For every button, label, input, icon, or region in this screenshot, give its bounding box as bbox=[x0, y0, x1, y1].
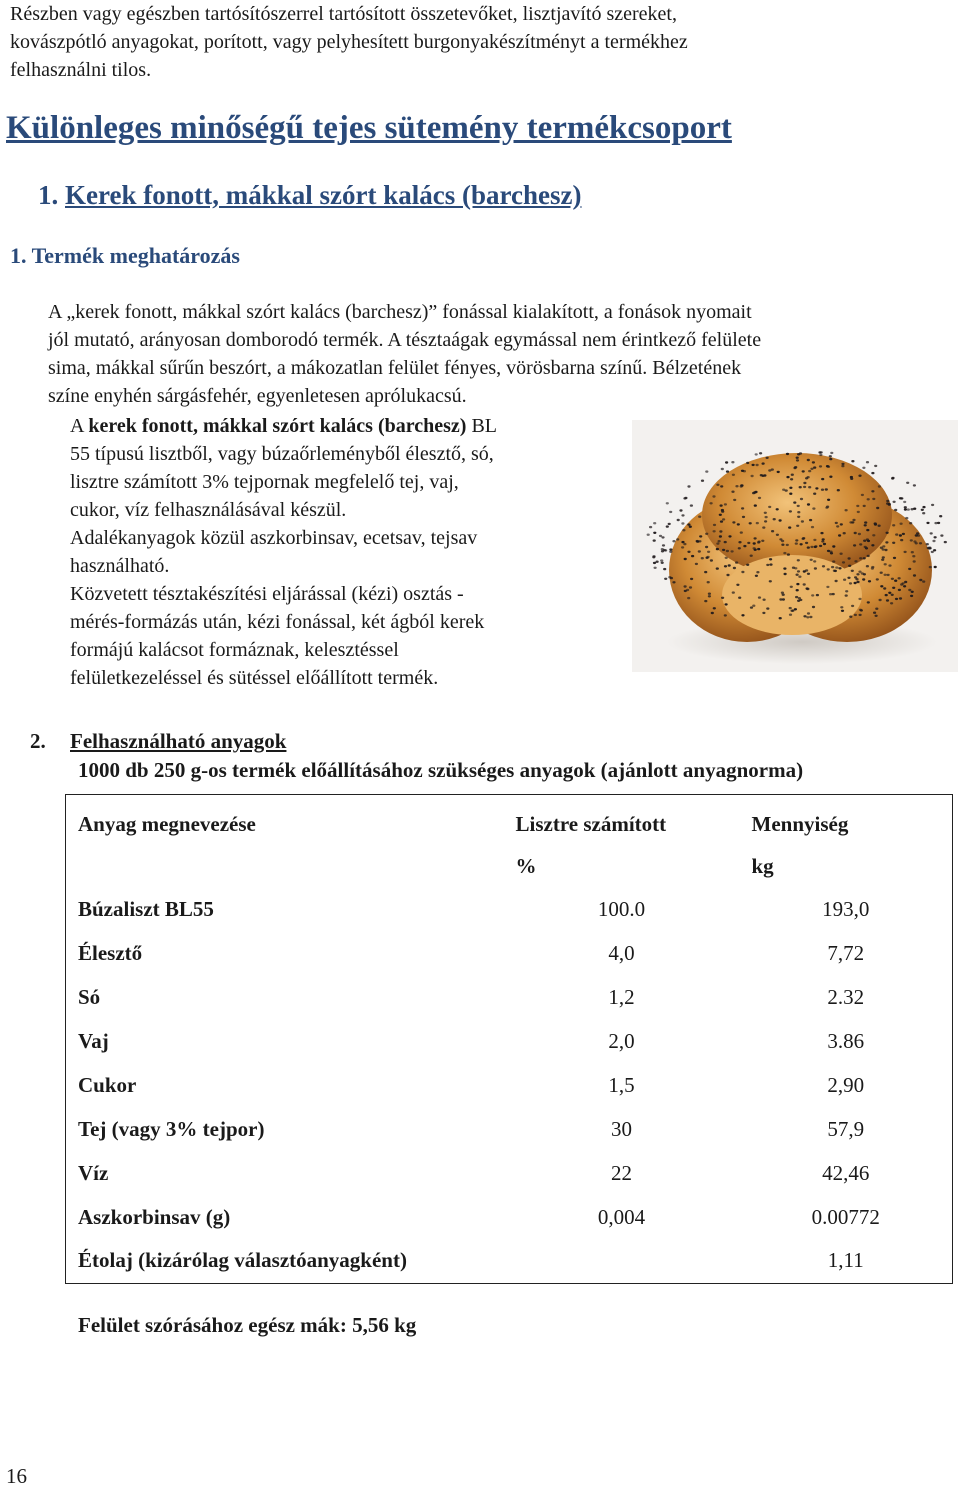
description-line bbox=[70, 412, 630, 440]
product-name: Kerek fonott, mákkal szórt kalács (barchesz) bbox=[65, 180, 582, 210]
ingredient-quantity: 1,11 bbox=[827, 1248, 864, 1273]
product-number: 1. bbox=[38, 180, 59, 210]
product-name-bold: kerek fonott, mákkal szórt kalács (barchesz) bbox=[88, 415, 467, 437]
table-row bbox=[66, 1239, 953, 1283]
product-group-title: Különleges minőségű tejes sütemény termékcsoport bbox=[6, 110, 732, 146]
product-title bbox=[38, 180, 581, 211]
table-row bbox=[66, 1195, 953, 1239]
table-header-row bbox=[66, 795, 953, 888]
poppy-seed-bun-image bbox=[632, 420, 958, 672]
table-body bbox=[66, 795, 953, 1284]
ingredient-name: Étolaj (kizárólag választóanyagként) bbox=[78, 1248, 407, 1273]
description-line: Adalékanyagok közül aszkorbinsav, ecetsav, tejsav bbox=[70, 527, 478, 549]
description-line: Közvetett tésztakészítési eljárással (kézi) osztás - bbox=[70, 583, 464, 605]
ingredient-quantity: 7,72 bbox=[827, 940, 865, 965]
description-line: cukor, víz felhasználásával készül. bbox=[70, 499, 347, 521]
description-paragraph bbox=[70, 412, 630, 692]
materials-title: Felhasználható anyagok bbox=[70, 729, 287, 753]
description-line: lisztre számított 3% tejpornak megfelelő tej, vaj, bbox=[70, 471, 459, 493]
table-row bbox=[66, 1019, 953, 1063]
description-text: BL bbox=[466, 415, 498, 437]
product-photo bbox=[632, 420, 958, 672]
ingredient-percent: 4,0 bbox=[608, 940, 635, 965]
table-row bbox=[66, 1107, 953, 1151]
header-name: Anyag megnevezése bbox=[78, 812, 256, 836]
definition-line: jól mutató, arányosan domborodó termék. A tésztaágak egymással nem érintkező felülete bbox=[48, 329, 762, 351]
ingredient-quantity: 0.00772 bbox=[811, 1204, 880, 1229]
header-quantity bbox=[740, 795, 953, 888]
table-row bbox=[66, 1063, 953, 1107]
ingredient-percent: 1,2 bbox=[608, 984, 635, 1009]
ingredient-quantity: 193,0 bbox=[822, 896, 870, 921]
ingredient-name: Búzaliszt BL55 bbox=[78, 896, 214, 921]
ingredient-name: Cukor bbox=[78, 1072, 137, 1097]
ingredient-name: Vaj bbox=[78, 1028, 109, 1053]
header-percent bbox=[504, 795, 740, 888]
ingredient-quantity: 57,9 bbox=[827, 1116, 865, 1141]
header-quantity-unit: kg bbox=[751, 854, 774, 878]
ingredient-quantity: 42,46 bbox=[822, 1160, 870, 1185]
table-row bbox=[66, 887, 953, 931]
poppy-seed-note: Felület szórásához egész mák: 5,56 kg bbox=[78, 1313, 417, 1337]
table-row bbox=[66, 931, 953, 975]
description-line: használható. bbox=[70, 555, 170, 577]
ingredient-percent bbox=[504, 1239, 740, 1283]
description-line: felületkezeléssel és sütéssel előállított termék. bbox=[70, 667, 439, 689]
ingredient-name: Víz bbox=[78, 1160, 109, 1185]
ingredient-percent: 30 bbox=[611, 1116, 632, 1141]
definition-line: színe enyhén sárgásfehér, egyenletesen aprólukacsú. bbox=[48, 385, 467, 407]
intro-paragraph bbox=[10, 0, 950, 84]
header-percent-label: Lisztre számított bbox=[515, 812, 667, 836]
materials-number: 2. bbox=[30, 729, 46, 753]
materials-heading bbox=[30, 729, 286, 754]
definition-line: sima, mákkal sűrűn beszórt, a mákozatlan felület fényes, vörösbarna színű. Bélzetének bbox=[48, 357, 742, 379]
intro-line: Részben vagy egészben tartósítószerrel tartósított összetevőket, lisztjavító szereket, bbox=[10, 3, 677, 25]
description-line: mérés-formázás után, kézi fonással, két ágból kerek bbox=[70, 611, 485, 633]
definition-heading: 1. Termék meghatározás bbox=[10, 243, 240, 268]
table-row bbox=[66, 975, 953, 1019]
header-quantity-label: Mennyiség bbox=[751, 812, 849, 836]
ingredient-quantity: 3.86 bbox=[827, 1028, 865, 1053]
table-row bbox=[66, 1151, 953, 1195]
ingredient-name: Élesztő bbox=[78, 940, 143, 965]
definition-paragraph bbox=[48, 298, 948, 410]
ingredient-percent: 1,5 bbox=[608, 1072, 635, 1097]
ingredient-name: Só bbox=[78, 984, 101, 1009]
ingredient-name: Tej (vagy 3% tejpor) bbox=[78, 1116, 265, 1141]
materials-subheading: 1000 db 250 g-os termék előállításához szükséges anyagok (ajánlott anyagnorma) bbox=[78, 758, 804, 782]
description-line: formájú kalácsot formáznak, kelesztéssel bbox=[70, 639, 399, 661]
ingredient-name: Aszkorbinsav (g) bbox=[78, 1204, 231, 1229]
page-number: 16 bbox=[6, 1464, 27, 1488]
header-percent-unit: % bbox=[515, 854, 537, 878]
ingredient-percent: 100.0 bbox=[597, 896, 646, 921]
ingredient-quantity: 2.32 bbox=[827, 984, 865, 1009]
intro-line: felhasználni tilos. bbox=[10, 59, 152, 81]
ingredient-percent: 2,0 bbox=[608, 1028, 635, 1053]
ingredient-percent: 22 bbox=[611, 1160, 632, 1185]
intro-line: kovászpótló anyagokat, porított, vagy pelyhesített burgonyakészítményt a termékhez bbox=[10, 31, 688, 53]
definition-line: A „kerek fonott, mákkal szórt kalács (barchesz)” fonással kialakított, a fonások nyomait bbox=[48, 301, 752, 323]
description-text: A bbox=[70, 415, 89, 437]
ingredient-percent: 0,004 bbox=[597, 1204, 646, 1229]
ingredient-quantity: 2,90 bbox=[827, 1072, 865, 1097]
ingredients-table bbox=[65, 794, 953, 1284]
description-line: 55 típusú lisztből, vagy búzaőrleményből élesztő, só, bbox=[70, 443, 494, 465]
